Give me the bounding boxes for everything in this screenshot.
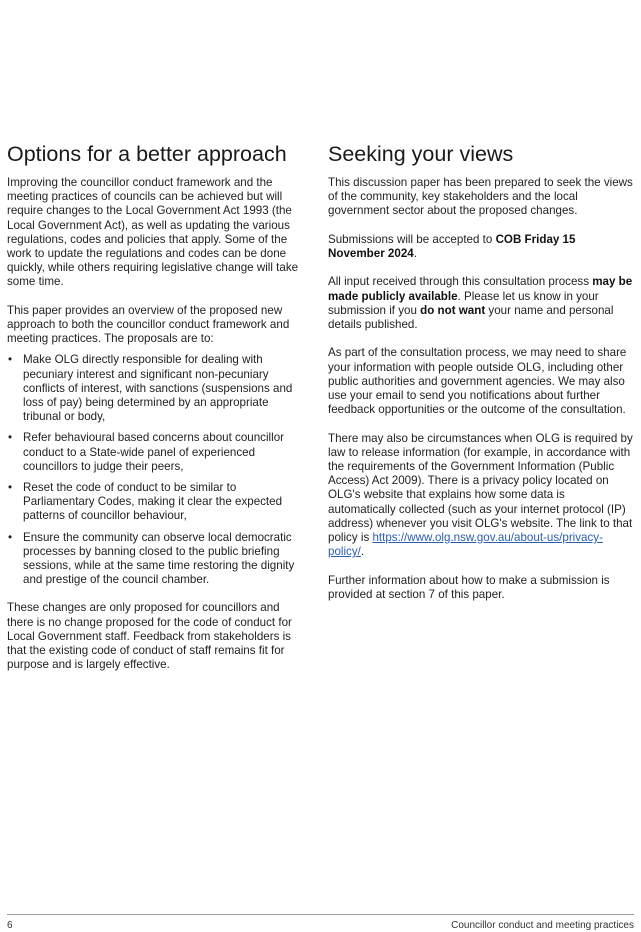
bullet-icon: • [8, 481, 13, 495]
section-heading-views: Seeking your views [328, 142, 514, 166]
proposal-text: Make OLG directly responsible for dealing with pecuniary interest and significant non-pecuniary conflicts of interest, with sanctions (suspensions and loss of pay) being determined by an appropriate tribunal or body, [23, 353, 293, 424]
proposal-text: Refer behavioural based concerns about councillor conduct to a State-wide panel of experienced councillors to judge their peers, [23, 431, 285, 473]
bullet-icon: • [8, 431, 13, 445]
deadline-date: COB Friday 15 November 2024 [328, 232, 576, 260]
page-number: 6 [7, 920, 13, 931]
proposals-list [7, 353, 307, 587]
proposal-text: Ensure the community can observe local democratic processes by banning closed to the public briefing sessions, while at the same time restoring the dignity and prestige of the council chamber. [23, 530, 295, 587]
further-info-paragraph: Further information about how to make a submission is provided at section 7 of this paper. [328, 573, 610, 601]
submission-deadline-paragraph: Submissions will be accepted to COB Friday 15 November 2024. [328, 232, 576, 260]
left-column [7, 141, 307, 687]
footer-document-title: Councillor conduct and meeting practices [451, 920, 634, 931]
options-intro-paragraph: Improving the councillor conduct framework and the meeting practices of councils can be achieved but will require changes to the Local Government Act 1993 (the Local Government Act), as well as updating the various regulations, codes and policies that apply. Some of the work to update the regulations and codes can be done quickly, while others requiring legislative change will take some time. [7, 176, 299, 289]
options-overview-paragraph: This paper provides an overview of the proposed new approach to both the councillor conduct framework and meeting practices. The proposals are to: [7, 303, 290, 346]
views-intro-paragraph: This discussion paper has been prepared to seek the views of the community, key stakeholders and the local government sector about the proposed changes. [328, 176, 633, 218]
proposal-item [7, 531, 307, 588]
privacy-policy-link[interactable]: https://www.olg.nsw.gov.au/about-us/privacy-policy/ [328, 531, 603, 559]
right-column [328, 141, 634, 616]
proposal-item [7, 431, 307, 474]
public-availability-paragraph: All input received through this consultation process may be made publicly available. Please let us know in your submission if you do not want your name and personal details published. [328, 275, 633, 331]
staff-code-paragraph: These changes are only proposed for councillors and there is no change proposed for the code of conduct for Local Government staff. Feedback from stakeholders is that the existing code of conduct of staff remains fit for purpose and is largely effective. [7, 601, 292, 672]
section-heading-options: Options for a better approach [7, 142, 287, 166]
proposal-item [7, 481, 307, 524]
bullet-icon: • [8, 353, 13, 367]
proposal-item [7, 353, 307, 424]
information-sharing-paragraph: As part of the consultation process, we may need to share your information with people outside OLG, including other public authorities and government agencies. We may also use your email to send you notifications about further feedback opportunities or the outcome of the consultation. [328, 346, 627, 417]
footer-divider [7, 914, 634, 915]
privacy-paragraph: There may also be circumstances when OLG is required by law to release information (for example, in accordance with the requirements of the Government Information (Public Access) Act 2009). There is a privacy policy located on OLG's website that explains how some data is automatically collected (such as your internet protocol (IP) address) whenever you visit OLG's website. The link to that policy is https://www.olg.nsw.gov.au/about-us/privacy-policy/. [328, 431, 633, 559]
proposal-text: Reset the code of conduct to be similar to Parliamentary Codes, making it clear the expected patterns of councillor behaviour, [23, 481, 283, 523]
bullet-icon: • [8, 530, 13, 544]
